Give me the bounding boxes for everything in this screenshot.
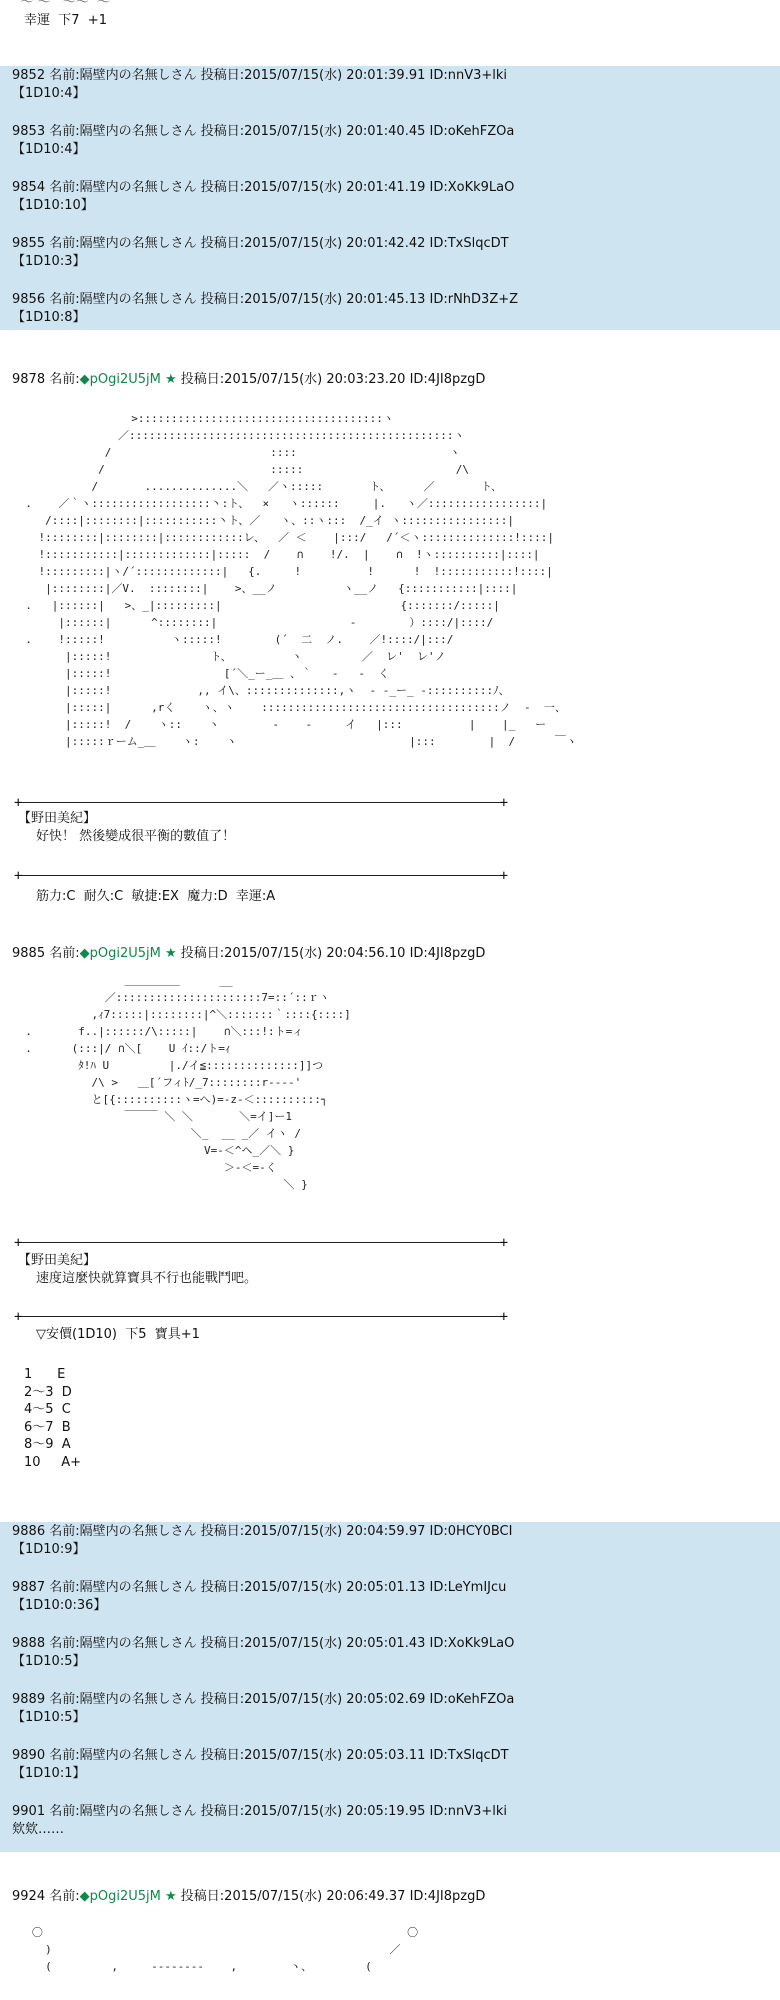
post-meta: 投稿日:2015/07/15(水) 20:06:49.37 ID:4JI8pzgD — [180, 1889, 486, 1904]
star-icon: ★ — [165, 1889, 177, 1904]
star-icon: ★ — [165, 372, 177, 387]
reply-header: 9889 名前:隔壁内の名無しさん 投稿日:2015/07/15(水) 20:05:02.69 ID:oKehFZOa — [12, 1692, 515, 1708]
reply — [0, 1579, 780, 1614]
divider-line: + + — [14, 868, 508, 884]
ascii-art-character-face: >:::::::::::::::::::::::::::::::::::::ヽ ／:::::::::::::::::::::::::::::::::::::::::::::::::ヽ / :::: ヽ / ::::: /\ / ..............＼ ／ヽ::::: ト、 ／ ト、 . ／｀ヽ::::::::::::::::::丶:ト、 × ヽ:::::: |. ヽ／:::::::::::::::::| /::::|::::::::|:::::::::::丶ト、／ ヽ、::ヽ::: /_イ ヽ::::::::::::::::| !::::::::|::::::::|::::::::::::レ、 ／ ＜ |:::/ /´＜ヽ::::::::::::::!::::| !:::::::::::|:::::::::::::|::::: / ∩ !/. | ∩ !ヽ::::::::::|::::| !:::::::::|ヽ/´:::::::::::::| {. ! ! ! !:::::::::::!::::| |::::::::|／V. ::::::::| >、__ノ ヽ__ノ {:::::::::::|::::| . |::::::| >、_|:::::::::| {:::::::/:::::| |::::::| ^::::::::| ‐ ）::::/|::::/ . !:::::! ヽ:::::! (´ 二 ノ. ／!::::/|:::/ |:::::! ト、 ヽ ／ レ' レ'ノ |:::::! [´＼_ー_＿ 、｀ ‐ ‐ く |:::::! ,, イ\、::::::::::::::,ヽ ‐ ‐_ー_ ‐::::::::::ﾉ、 |:::::| ,rく ヽ、ヽ ::::::::::::::::::::::::::::::::::::ノ ‐ 一、 |:::::! / ヽ:: ヽ ‐ ‐ イ |::: | |_ ー |:::::ｒーム_＿ ヽ: ヽ |::: | / ￣ヽ — [12, 412, 577, 748]
post-header-9885 — [0, 945, 780, 963]
speech-9878 — [0, 810, 780, 845]
roll-table-row: 2～3 D — [24, 1384, 72, 1400]
reply-body: 【1D10:3】 — [12, 253, 86, 269]
reply-header: 9854 名前:隔壁内の名無しさん 投稿日:2015/07/15(水) 20:01:41.19 ID:XoKk9LaO — [12, 180, 515, 196]
reply — [0, 1691, 780, 1726]
reply — [0, 235, 780, 270]
speaker-name: 【野田美紀】 — [18, 811, 97, 826]
tripcode: ◆pOgi2U5jM — [79, 946, 161, 961]
reply-body: 【1D10:9】 — [12, 1541, 86, 1557]
reply-header: 9886 名前:隔壁内の名無しさん 投稿日:2015/07/15(水) 20:04:59.97 ID:0HCY0BCI — [12, 1524, 513, 1539]
reply-group-2 — [0, 1522, 780, 1852]
ascii-art-partial: 〇 〇 ) ／ ( , ‐‐‐‐‐‐‐‐ , ヽ、 ( — [12, 1926, 419, 1973]
reply-header: 9887 名前:隔壁内の名無しさん 投稿日:2015/07/15(水) 20:05:01.13 ID:LeYmIJcu — [12, 1580, 507, 1596]
post-number: 9885 — [12, 946, 46, 961]
reply-header: 9855 名前:隔壁内の名無しさん 投稿日:2015/07/15(水) 20:01:42.42 ID:TxSlqcDT — [12, 236, 509, 252]
post-number: 9878 — [12, 372, 46, 387]
roll-text: ▽安價(1D10) 下5 寶具+1 — [36, 1327, 200, 1342]
stats-9878 — [0, 888, 780, 906]
reply-header: 9853 名前:隔壁内の名無しさん 投稿日:2015/07/15(水) 20:01:40.45 ID:oKehFZOa — [12, 124, 515, 140]
reply-header: 9901 名前:隔壁内の名無しさん 投稿日:2015/07/15(水) 20:05:19.95 ID:nnV3+lki — [12, 1804, 508, 1820]
reply — [0, 1635, 780, 1670]
name-label: 名前: — [49, 1889, 80, 1904]
ascii-art-character-running: ＿＿＿＿＿ __ ／::::::::::::::::::::::7=::´::ｒヽ ,ｨ7:::::|::::::::|^＼:::::::｀::::{::::] . f..|::::::/\:::::| ∩＼:::!:ト=ィ . (:::|/ ∩＼[ U ｲ::/ト=ｨ ﾀ!ﾊ U |./イ≦::::::::::::::]]つ /\ > ＿[´フィﾄ/_7::::::::r‐‐‐‐' と[{::::::::::ヽ=へ)=-z-＜::::::::::┐ ￣￣￣ ＼ ＼ ＼=イ]ー1 ＼_ __ _／ イヽ / V=‐＜^ヘ_／＼ } ＞‐＜=‐く ＼ } — [12, 974, 351, 1191]
reply-body: 欸欸…… — [12, 1822, 65, 1838]
reply-body: 【1D10:4】 — [12, 141, 86, 157]
tripcode: ◆pOgi2U5jM — [79, 372, 161, 387]
name-label: 名前: — [49, 372, 80, 387]
post-header-9924 — [0, 1888, 780, 1906]
reply — [0, 179, 780, 214]
reply — [0, 1803, 780, 1838]
roll-table-row: 10 A+ — [24, 1454, 81, 1470]
roll-table — [0, 1366, 780, 1471]
speech-9885 — [0, 1252, 780, 1287]
roll-table-row: 1 E — [24, 1367, 66, 1382]
reply — [0, 123, 780, 158]
reply-group-1 — [0, 66, 780, 330]
roll-table-row: 6～7 B — [24, 1419, 71, 1435]
reply-header: 9856 名前:隔壁内の名無しさん 投稿日:2015/07/15(水) 20:01:45.13 ID:rNhD3Z+Z — [12, 292, 519, 308]
divider-line: + + — [14, 795, 508, 811]
reply — [0, 291, 780, 326]
star-icon: ★ — [165, 946, 177, 961]
reply-body: 【1D10:10】 — [12, 197, 94, 213]
top-remnant-line: 幸運 下7 +1 — [24, 12, 107, 28]
speech-text: 速度這麼快就算寶具不行也能戰鬥吧。 — [36, 1270, 258, 1286]
reply-body: 【1D10:8】 — [12, 309, 86, 325]
speaker-name: 【野田美紀】 — [18, 1253, 97, 1268]
post-header-9878 — [0, 371, 780, 389]
speech-text: 好快！ 然後變成很平衡的數值了！ — [36, 828, 236, 844]
reply-body: 【1D10:5】 — [12, 1709, 86, 1725]
reply-header: 9888 名前:隔壁内の名無しさん 投稿日:2015/07/15(水) 20:05:01.43 ID:XoKk9LaO — [12, 1636, 515, 1652]
divider-line: + + — [14, 1309, 508, 1325]
name-label: 名前: — [49, 946, 80, 961]
roll-table-row: 4～5 C — [24, 1402, 71, 1418]
reply-body: 【1D10:5】 — [12, 1653, 86, 1669]
reply-body: 【1D10:4】 — [12, 85, 86, 101]
reply-header: 9852 名前:隔壁内の名無しさん 投稿日:2015/07/15(水) 20:01:39.91 ID:nnV3+lki — [12, 68, 508, 83]
roll-instruction — [0, 1326, 780, 1344]
top-remnant — [0, 0, 780, 29]
reply — [0, 1522, 780, 1558]
stats-text: 筋力:C 耐久:C 敏捷:EX 魔力:D 幸運:A — [36, 889, 276, 904]
top-remnant-line: ～ ～ ～～ ～ — [12, 0, 111, 10]
reply — [0, 66, 780, 102]
post-meta: 投稿日:2015/07/15(水) 20:04:56.10 ID:4JI8pzgD — [180, 946, 486, 961]
tripcode: ◆pOgi2U5jM — [79, 1889, 161, 1904]
post-number: 9924 — [12, 1889, 46, 1904]
reply-body: 【1D10:0:36】 — [12, 1597, 107, 1613]
reply — [0, 1747, 780, 1782]
reply-body: 【1D10:1】 — [12, 1765, 86, 1781]
roll-table-row: 8～9 A — [24, 1437, 71, 1453]
divider-line: + + — [14, 1235, 508, 1251]
reply-header: 9890 名前:隔壁内の名無しさん 投稿日:2015/07/15(水) 20:05:03.11 ID:TxSlqcDT — [12, 1748, 509, 1764]
post-meta: 投稿日:2015/07/15(水) 20:03:23.20 ID:4JI8pzgD — [180, 372, 486, 387]
